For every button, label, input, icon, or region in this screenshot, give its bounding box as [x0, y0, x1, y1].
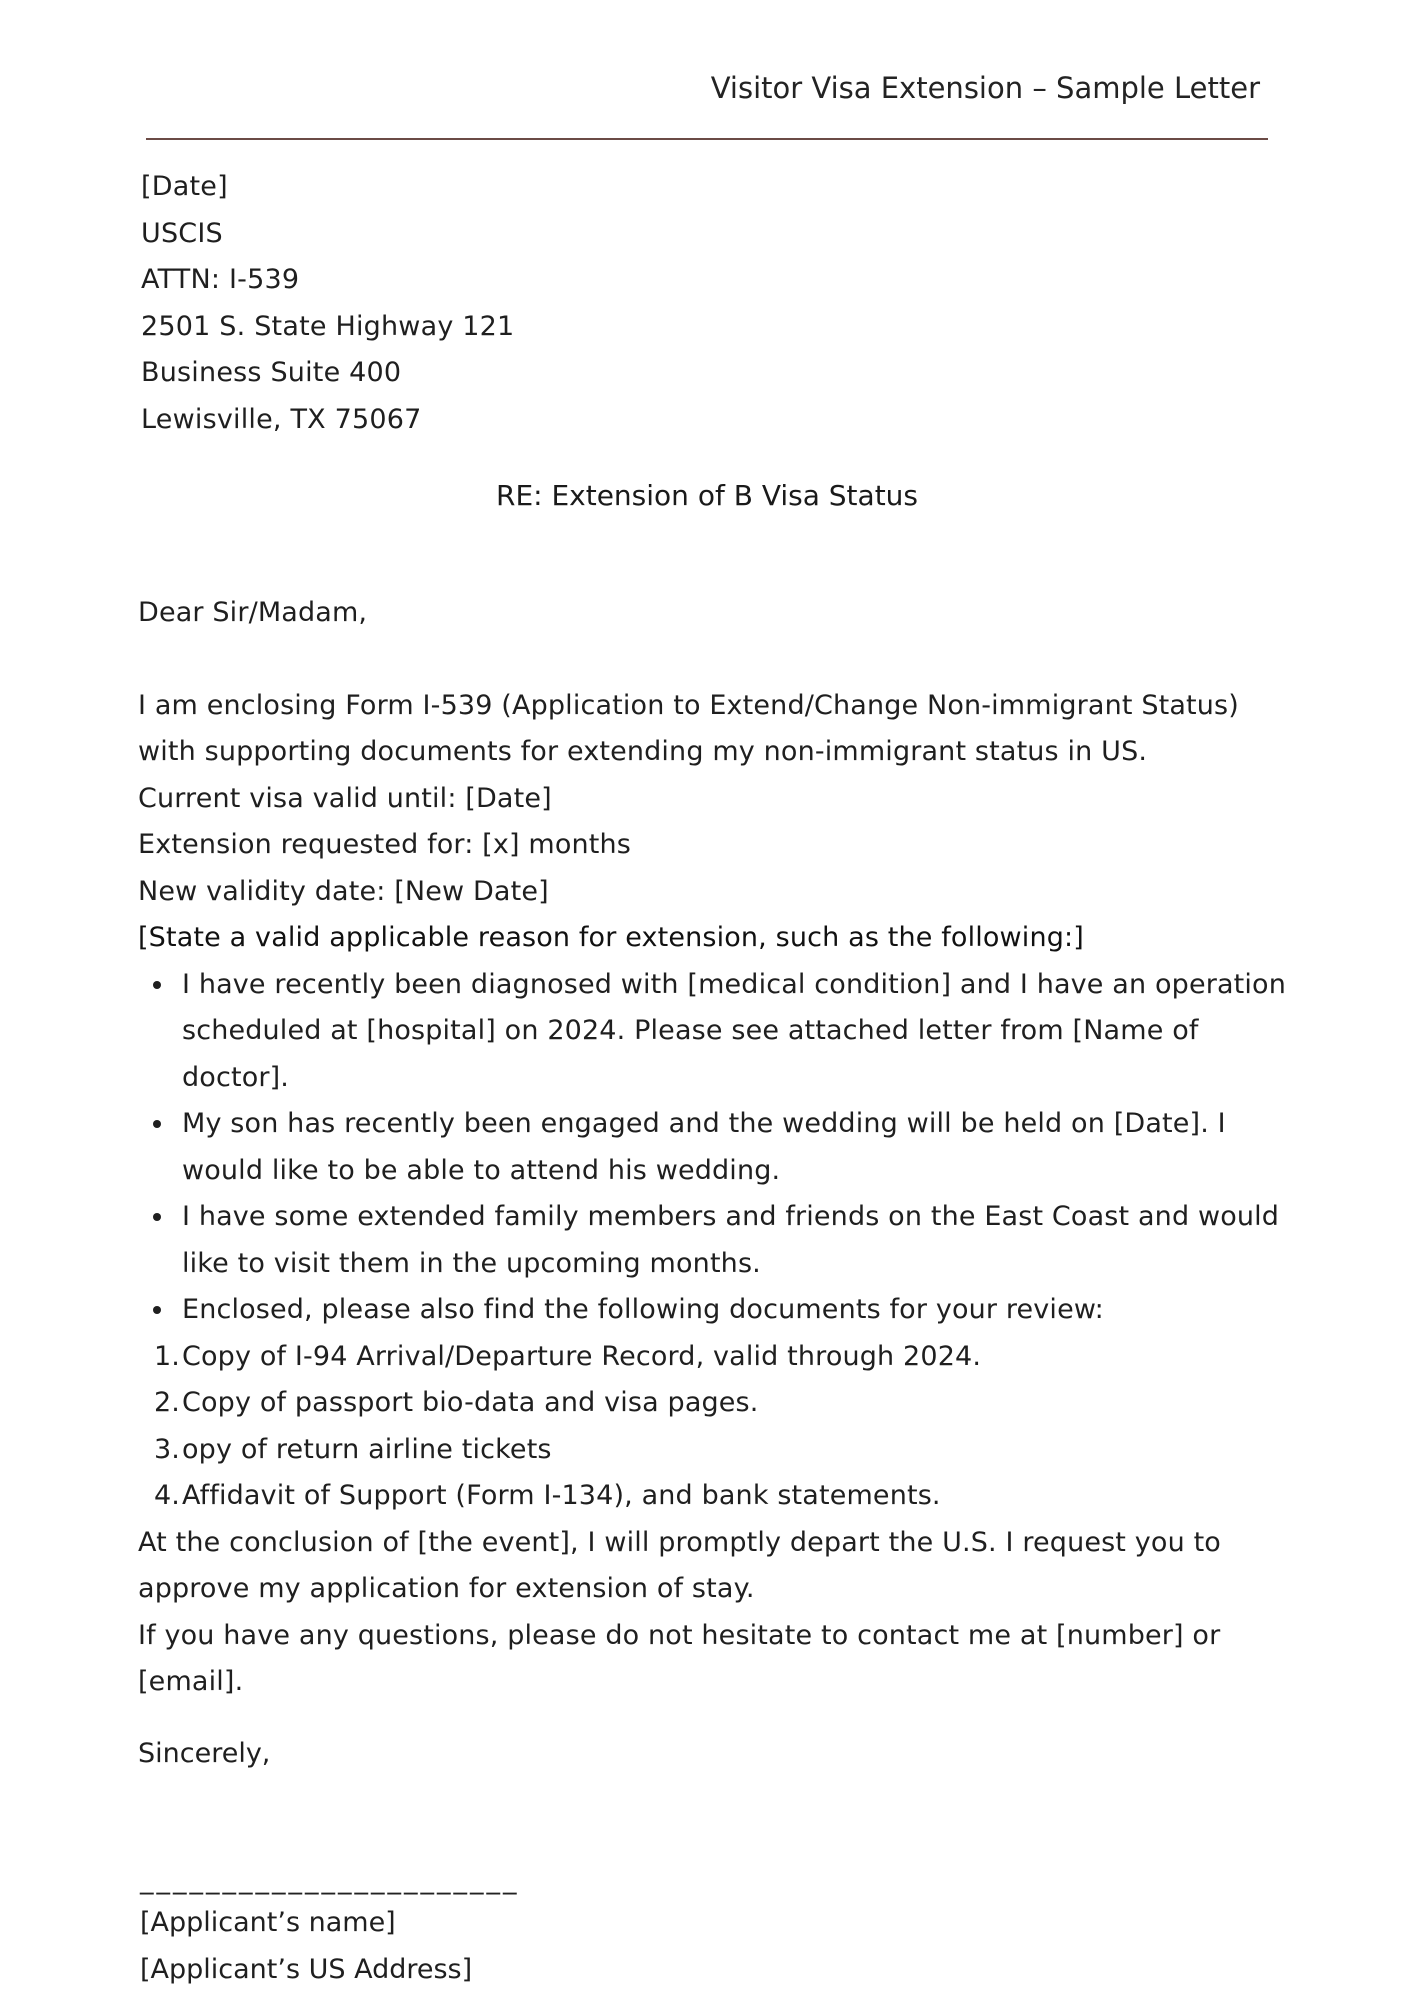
document-text: Copy of I-94 Arrival/Departure Record, valid through 2024. — [182, 1340, 982, 1372]
signature-block — [140, 1900, 472, 1993]
extension-requested: Extension requested for: [x] months — [138, 829, 632, 860]
header-divider — [146, 138, 1268, 140]
list-item — [138, 1194, 1278, 1287]
list-number: 4. — [153, 1480, 180, 1511]
document-text: Affidavit of Support (Form I-134), and bank statements. — [182, 1480, 941, 1511]
reason-list — [138, 962, 1286, 1334]
reason-line: doctor]. — [182, 1061, 290, 1093]
header-title: Visitor Visa Extension – Sample Letter — [710, 71, 1260, 105]
reason-line: I have recently been diagnosed with [medical condition] and I have an operation — [182, 968, 1286, 1000]
conclusion-line-1: At the conclusion of [the event], I will promptly depart the U.S. I request you to — [138, 1526, 1221, 1558]
intro-line-1: I am enclosing Form I-539 (Application to Extend/Change Non-immigrant Status) — [138, 689, 1239, 721]
applicant-name: [Applicant’s name] — [140, 1907, 396, 1938]
reason-line: I have some extended family members and friends on the East Coast and would — [182, 1201, 1280, 1232]
signature-line: _______________________ — [140, 1864, 520, 1895]
contact-line-2: [email]. — [138, 1666, 244, 1697]
letter-body — [138, 590, 1286, 1706]
letter-date: [Date] — [141, 171, 228, 202]
salutation: Dear Sir/Madam, — [138, 597, 368, 628]
document-list — [138, 1334, 1278, 1520]
list-item — [138, 1334, 1278, 1381]
list-item — [138, 1473, 1278, 1520]
reason-line: Enclosed, please also find the following documents for your review: — [182, 1294, 1104, 1325]
recipient-street: 2501 S. State Highway 121 — [141, 310, 515, 342]
conclusion-line-2: approve my application for extension of stay. — [138, 1573, 755, 1604]
bullet-icon — [153, 1213, 161, 1221]
list-number: 3. — [153, 1433, 180, 1465]
list-item — [138, 1287, 1278, 1334]
document-text: opy of return airline tickets — [182, 1433, 552, 1465]
recipient-suite: Business Suite 400 — [141, 357, 402, 388]
recipient-address — [141, 164, 514, 443]
closing: Sincerely, — [138, 1738, 271, 1769]
list-item — [138, 1101, 1278, 1194]
list-item — [138, 962, 1286, 1102]
document-text: Copy of passport bio-data and visa pages. — [182, 1387, 759, 1418]
bullet-icon — [153, 1120, 161, 1128]
subject-text: RE: Extension of B Visa Status — [495, 479, 919, 512]
reason-line: like to visit them in the upcoming months. — [182, 1247, 761, 1279]
recipient-attn: ATTN: I-539 — [141, 264, 300, 295]
list-item — [138, 1427, 1278, 1474]
reason-line: My son has recently been engaged and the wedding will be held on [Date]. I — [182, 1108, 1226, 1139]
current-visa-valid: Current visa valid until: [Date] — [138, 782, 552, 814]
recipient-agency: USCIS — [141, 217, 223, 249]
bullet-icon — [153, 1306, 161, 1314]
reason-line: would like to be able to attend his wedding. — [182, 1154, 781, 1186]
intro-line-2: with supporting documents for extending my non-immigrant status in US. — [138, 736, 1148, 767]
paragraph-spacer — [138, 637, 1278, 683]
list-number: 2. — [153, 1387, 180, 1418]
contact-line-1: If you have any questions, please do not hesitate to contact me at [number] or — [138, 1619, 1221, 1651]
list-item — [138, 1380, 1278, 1427]
recipient-city: Lewisville, TX 75067 — [141, 403, 422, 435]
bullet-icon — [153, 981, 161, 989]
applicant-address: [Applicant’s US Address] — [140, 1953, 473, 1985]
new-validity-date: New validity date: [New Date] — [138, 875, 549, 907]
reason-line: scheduled at [hospital] on 2024. Please see attached letter from [Name of — [182, 1015, 1199, 1046]
subject-line — [0, 476, 1414, 516]
list-number: 1. — [153, 1340, 180, 1372]
reason-heading: [State a valid applicable reason for extension, such as the following:] — [138, 922, 1084, 953]
